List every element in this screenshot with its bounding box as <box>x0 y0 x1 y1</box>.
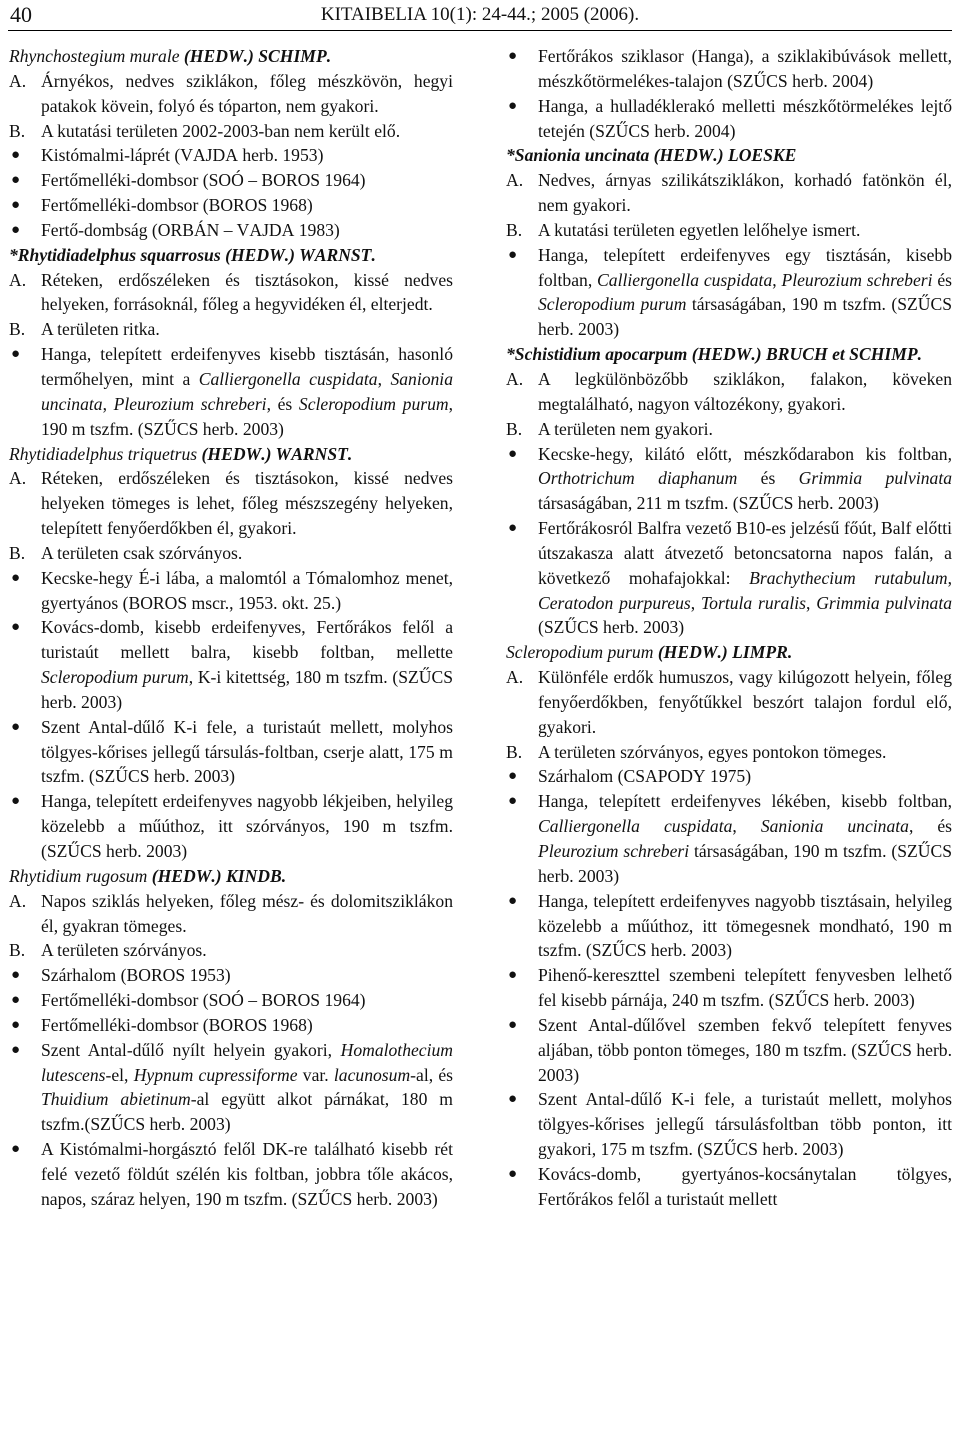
entry-text: A területen szórványos, egyes pontokon tömeges. <box>538 741 887 762</box>
locality-item <box>9 1137 453 1212</box>
entry-text: A területen ritka. <box>41 319 160 340</box>
locality-item <box>9 963 453 988</box>
entry-text: Árnyékos, nedves sziklákon, főleg mészkövön, hegyi patakok kövein, folyó és tóparton, nem gyakori. <box>41 70 453 116</box>
species-heading <box>9 243 453 268</box>
locality-item <box>506 963 952 1013</box>
bullet-icon: ● <box>508 246 518 263</box>
entry-text: Réteken, erdőszéleken és tisztásokon, kissé nedves helyeken tömeges is lehet, főleg mészszegény helyeken, telepített fenyőerdőkben él, gyakori. <box>41 468 453 539</box>
locality-item <box>9 789 453 864</box>
paragraph-label: B. <box>506 418 523 439</box>
bullet-icon: ● <box>508 793 518 810</box>
bullet-icon: ● <box>11 967 21 984</box>
locality-item <box>506 1087 952 1162</box>
entry-text: Hanga, telepített erdeifenyves nagyobb tisztásain, helyileg közelebb a műúthoz, itt tömegesnek mondható, 190 m tszfm. (SZŰCS herb. 2003) <box>538 890 952 961</box>
paragraph-label: B. <box>9 542 26 563</box>
paragraph-label: B. <box>9 940 26 961</box>
bullet-icon: ● <box>11 1141 21 1158</box>
entry-text: Szent Antal-dűlő K-i fele, a turistaút mellett, molyhos tölgyes-kőrises jellegű társulás-foltban, cserje alatt, 175 m tszfm. (SZŰCS herb. 2003) <box>41 716 453 787</box>
paragraph-label: A. <box>9 70 27 91</box>
locality-item <box>9 193 453 218</box>
paragraph-label: A. <box>506 368 524 389</box>
bullet-icon: ● <box>11 1016 21 1033</box>
right-column <box>506 44 952 1212</box>
bullet-icon: ● <box>11 718 21 735</box>
locality-item <box>506 516 952 640</box>
entry-text: Pihenő-kereszttel szembeni telepített fenyvesben lelhető fel kisebb párnája, 240 m tszfm. (SZŰCS herb. 2003) <box>538 965 952 1011</box>
labeled-paragraph <box>9 889 453 939</box>
entry-text: Nedves, árnyas szilikátsziklákon, korhadó fatönkön él, nem gyakori. <box>538 170 952 216</box>
entry-text: Fertőmelléki-dombsor (SOÓ – BOROS 1964) <box>41 170 366 191</box>
entry-text: A területen szórványos. <box>41 940 207 961</box>
paragraph-label: A. <box>506 667 524 688</box>
locality-item <box>506 243 952 342</box>
entry-text: Kistómalmi-láprét (VAJDA herb. 1953) <box>41 145 324 166</box>
entry-text: Rhytidium rugosum (HEDW.) KINDB. <box>9 865 287 886</box>
bullet-icon: ● <box>508 1091 518 1108</box>
running-header <box>0 0 960 32</box>
left-column <box>9 44 453 1212</box>
entry-text: Réteken, erdőszéleken és tisztásokon, kissé nedves helyeken, forrásoknál, főleg a hegyvidéken él, elterjedt. <box>41 269 453 315</box>
locality-item <box>9 168 453 193</box>
journal-citation: KITAIBELIA 10(1): 24-44.; 2005 (2006). <box>320 4 640 25</box>
locality-item <box>9 566 453 616</box>
bullet-icon: ● <box>11 147 21 164</box>
labeled-paragraph <box>9 466 453 541</box>
entry-text: Szárhalom (BOROS 1953) <box>41 965 231 986</box>
entry-text: A területen csak szórványos. <box>41 542 243 563</box>
locality-item <box>506 44 952 94</box>
labeled-paragraph <box>506 417 952 442</box>
bullet-icon: ● <box>508 445 518 462</box>
entry-text: A kutatási területen 2002-2003-ban nem került elő. <box>41 120 401 141</box>
labeled-paragraph <box>9 268 453 318</box>
locality-item <box>506 442 952 517</box>
bullet-icon: ● <box>508 1165 518 1182</box>
bullet-icon: ● <box>508 1016 518 1033</box>
entry-text: Fertőrákos sziklasor (Hanga), a sziklakibúvások mellett, mészkőtörmelékes-talajon (SZŰCS herb. 2004) <box>538 46 952 91</box>
locality-item <box>9 342 453 441</box>
bullet-icon: ● <box>11 992 21 1009</box>
entry-text: A területen nem gyakori. <box>538 418 713 439</box>
entry-text: Hanga, telepített erdeifenyves kisebb tisztásán, hasonló termőhelyen, mint a Calliergonella cuspidata, Sanionia uncinata, Pleurozium schreberi, és Scleropodium purum, 190 m tszfm. (SZŰCS herb. 2003) <box>41 344 453 439</box>
entry-text: Fertő-dombság (ORBÁN – VAJDA 1983) <box>41 219 340 240</box>
locality-item <box>9 1013 453 1038</box>
entry-text: Szárhalom (CSAPODY 1975) <box>538 766 752 787</box>
entry-text: Scleropodium purum (HEDW.) LIMPR. <box>506 642 793 663</box>
bullet-icon: ● <box>508 97 518 114</box>
labeled-paragraph <box>506 367 952 417</box>
locality-item <box>9 143 453 168</box>
locality-item <box>506 1013 952 1088</box>
entry-text: Különféle erdők humuszos, vagy kilúgozott helyein, főleg fenyőerdőkben, fenyőtűkkel beszórt talajon fordul elő, gyakori. <box>538 667 952 737</box>
entry-text: Rhynchostegium murale (HEDW.) SCHIMP. <box>9 46 332 66</box>
species-heading <box>9 442 453 467</box>
bullet-icon: ● <box>11 221 21 238</box>
labeled-paragraph <box>9 541 453 566</box>
locality-item <box>506 1162 952 1212</box>
header-rule <box>8 30 952 31</box>
species-heading <box>506 640 952 665</box>
locality-item <box>506 889 952 964</box>
entry-text: Szent Antal-dűlő nyílt helyein gyakori, Homalothecium lutescens-el, Hypnum cupressiforme var. lacunosum-al, és Thuidium abietinum-al együtt alkot párnákat, 180 m tszfm.(SZŰCS herb. 2003) <box>41 1039 453 1135</box>
bullet-icon: ● <box>11 793 21 810</box>
labeled-paragraph <box>506 740 952 765</box>
locality-item <box>9 988 453 1013</box>
entry-text: Kecske-hegy É-i lába, a malomtól a Tómalomhoz menet, gyertyános (BOROS mscr., 1953. okt. 25.) <box>41 567 453 613</box>
entry-text: Rhytidiadelphus triquetrus (HEDW.) WARNST. <box>9 443 353 464</box>
bullet-icon: ● <box>11 569 21 586</box>
paragraph-label: A. <box>506 170 524 191</box>
entry-text: Hanga, telepített erdeifenyves lékében, kisebb foltban, Calliergonella cuspidata, Sanionia uncinata, és Pleurozium schreberi társaságában, 190 m tszfm. (SZŰCS herb. 2003) <box>538 791 953 886</box>
paragraph-label: A. <box>9 269 27 290</box>
paragraph-label: B. <box>506 219 523 240</box>
locality-item <box>9 218 453 243</box>
paragraph-label: A. <box>9 890 27 911</box>
labeled-paragraph <box>506 168 952 218</box>
bullet-icon: ● <box>11 172 21 189</box>
species-heading <box>9 864 453 889</box>
entry-text: A kutatási területen egyetlen lelőhelye ismert. <box>538 219 861 240</box>
locality-item <box>9 715 453 790</box>
entry-text: *Rhytidiadelphus squarrosus (HEDW.) WARNST. <box>9 244 376 265</box>
entry-text: Hanga, telepített erdeifenyves egy tisztásán, kisebb foltban, Calliergonella cuspidata, Pleurozium schreberi és Scleropodium purum társaságában, 190 m tszfm. (SZŰCS herb. 2003) <box>538 244 952 340</box>
labeled-paragraph <box>9 938 453 963</box>
locality-item <box>506 764 952 789</box>
labeled-paragraph <box>506 665 952 740</box>
species-heading <box>9 44 453 69</box>
entry-text: Szent Antal-dűlő K-i fele, a turistaút mellett, molyhos tölgyes-kőrises jellegű társulásfoltban több ponton, itt gyakori, 175 m tszfm. (SZŰCS herb. 2003) <box>538 1089 952 1160</box>
labeled-paragraph <box>9 317 453 342</box>
paragraph-label: B. <box>9 120 26 141</box>
entry-text: Hanga, telepített erdeifenyves nagyobb lékjeiben, helyileg közelebb a műúthoz, itt szórványos, 190 m tszfm. (SZŰCS herb. 2003) <box>41 791 453 861</box>
bullet-icon: ● <box>11 197 21 214</box>
entry-text: *Sanionia uncinata (HEDW.) LOESKE <box>506 145 797 166</box>
entry-text: Szent Antal-dűlővel szemben fekvő telepített fenyves aljában, több ponton tömeges, 180 m tszfm. (SZŰCS herb. 2003) <box>538 1014 953 1085</box>
species-heading <box>506 143 952 168</box>
locality-item <box>506 789 952 888</box>
entry-text: Fertőmelléki-dombsor (SOÓ – BOROS 1964) <box>41 990 366 1011</box>
locality-item <box>9 615 453 714</box>
paragraph-label: A. <box>9 468 27 489</box>
bullet-icon: ● <box>508 892 518 909</box>
entry-text: Kecske-hegy, kilátó előtt, mészkődarabon kis foltban, Orthotrichum diaphanum és Grimmia pulvinata társaságában, 211 m tszfm. (SZŰCS herb. 2003) <box>538 443 952 514</box>
entry-text: A Kistómalmi-horgásztó felől DK-re található kisebb rét felé vezető földút szélén kis foltban, jobbra tőle akácos, napos, száraz helyen, 190 m tszfm. (SZŰCS herb. 2003) <box>41 1139 453 1209</box>
bullet-icon: ● <box>11 1041 21 1058</box>
entry-text: Hanga, a hulladéklerakó melletti mészkőtörmelékes lejtő tetején (SZŰCS herb. 2004) <box>538 95 952 141</box>
entry-text: Fertőmelléki-dombsor (BOROS 1968) <box>41 1014 313 1035</box>
labeled-paragraph <box>9 69 453 119</box>
entry-text: Kovács-domb, kisebb erdeifenyves, Fertőrákos felől a turistaút mellett balra, kisebb foltban, mellette Scleropodium purum, K-i kitettség, 180 m tszfm. (SZŰCS herb. 2003) <box>41 617 453 712</box>
labeled-paragraph <box>9 119 453 144</box>
entry-text: Fertőrákosról Balfra vezető B10-es jelzésű főút, Balf előtti útszakasza alatt átvezető betoncsatorna napos falán, a következő mohafajokkal: Brachythecium rutabulum, Ceratodon purpureus, Tortula ruralis, Grimmia pulvinata (SZŰCS herb. 2003) <box>538 518 953 638</box>
paragraph-label: B. <box>9 319 26 340</box>
bullet-icon: ● <box>508 967 518 984</box>
labeled-paragraph <box>506 218 952 243</box>
entry-text: Fertőmelléki-dombsor (BOROS 1968) <box>41 195 313 216</box>
bullet-icon: ● <box>11 346 21 363</box>
locality-item <box>9 1038 453 1137</box>
species-heading <box>506 342 952 367</box>
entry-text: *Schistidium apocarpum (HEDW.) BRUCH et SCHIMP. <box>506 344 923 365</box>
locality-item <box>506 94 952 144</box>
bullet-icon: ● <box>508 520 518 537</box>
bullet-icon: ● <box>11 619 21 636</box>
bullet-icon: ● <box>508 48 518 64</box>
page-number: 40 <box>10 2 32 27</box>
paragraph-label: B. <box>506 741 523 762</box>
entry-text: Kovács-domb, gyertyános-kocsánytalan tölgyes, Fertőrákos felől a turistaút mellett <box>538 1163 952 1209</box>
entry-text: A legkülönbözőbb sziklákon, falakon, köveken megtalálható, nagyon változékony, gyakori. <box>538 368 952 414</box>
bullet-icon: ● <box>508 768 518 785</box>
entry-text: Napos sziklás helyeken, főleg mész- és dolomitsziklákon él, gyakran tömeges. <box>41 890 453 936</box>
